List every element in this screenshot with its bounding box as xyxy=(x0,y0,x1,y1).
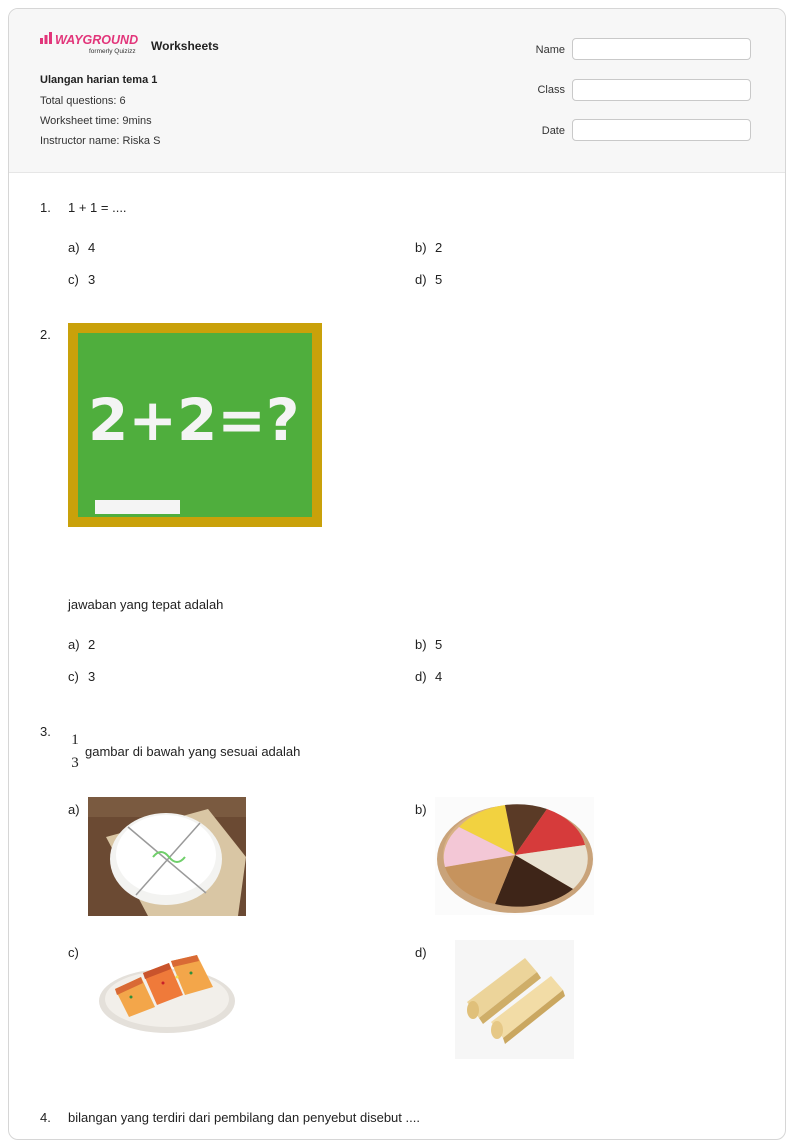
q3-option-b-label[interactable]: b) xyxy=(415,802,427,817)
class-field[interactable] xyxy=(572,79,751,101)
date-field[interactable] xyxy=(572,119,751,141)
q1-option-b[interactable] xyxy=(415,240,442,255)
q2-option-a[interactable] xyxy=(68,637,95,652)
product-title: Worksheets xyxy=(151,39,219,53)
option-label: b) xyxy=(415,240,427,255)
question-2-text: jawaban yang tepat adalah xyxy=(68,597,224,612)
question-4-number: 4. xyxy=(40,1110,51,1125)
total-questions: Total questions: 6 xyxy=(40,95,126,107)
cake-slices-plate-icon[interactable] xyxy=(97,947,237,1037)
worksheet-header xyxy=(9,9,785,173)
q2-option-c[interactable] xyxy=(68,669,95,684)
option-value: 3 xyxy=(88,669,96,684)
q2-option-d[interactable] xyxy=(415,669,442,684)
question-1-number: 1. xyxy=(40,200,51,215)
option-value: 2 xyxy=(435,240,443,255)
q1-option-c[interactable] xyxy=(68,272,95,287)
fraction-numerator: 1 xyxy=(71,732,79,748)
option-label: d) xyxy=(415,669,427,684)
fraction xyxy=(68,729,82,775)
option-label: c) xyxy=(68,272,79,287)
option-value: 2 xyxy=(88,637,96,652)
question-4-text: bilangan yang terdiri dari pembilang dan penyebut disebut .... xyxy=(68,1110,420,1125)
date-label: Date xyxy=(541,125,565,137)
fraction-denominator: 3 xyxy=(71,755,79,771)
rolled-pastry-icon[interactable] xyxy=(455,940,574,1059)
option-label: a) xyxy=(68,240,80,255)
q3-option-a-label[interactable]: a) xyxy=(68,802,80,817)
instructor-name: Instructor name: Riska S xyxy=(40,135,161,147)
cake-cut-icon[interactable] xyxy=(88,797,246,916)
option-value: 3 xyxy=(88,272,96,287)
chalkboard-image xyxy=(68,323,322,527)
option-label: d) xyxy=(415,272,427,287)
chalkboard-text: 2+2=? xyxy=(88,386,300,454)
martabak-pizza-icon[interactable] xyxy=(435,797,594,915)
option-value: 4 xyxy=(435,669,443,684)
option-value: 5 xyxy=(435,637,443,652)
q3-option-c-label[interactable]: c) xyxy=(68,945,79,960)
logo-subtitle: formerly Quizizz xyxy=(89,48,136,55)
option-label: b) xyxy=(415,637,427,652)
worksheet-time: Worksheet time: 9mins xyxy=(40,115,152,127)
worksheet xyxy=(8,8,786,1140)
q1-option-a[interactable] xyxy=(68,240,95,255)
name-label: Name xyxy=(535,44,565,56)
logo-wordmark: WAYGROUND xyxy=(55,33,139,47)
q3-option-d-label[interactable]: d) xyxy=(415,945,427,960)
option-value: 4 xyxy=(88,240,96,255)
class-label: Class xyxy=(537,84,565,96)
question-3-number: 3. xyxy=(40,724,51,739)
worksheet-title: Ulangan harian tema 1 xyxy=(40,74,158,86)
question-3-text: gambar di bawah yang sesuai adalah xyxy=(85,744,301,759)
name-field[interactable] xyxy=(572,38,751,60)
option-value: 5 xyxy=(435,272,443,287)
option-label: a) xyxy=(68,637,80,652)
question-2-number: 2. xyxy=(40,327,51,342)
q1-option-d[interactable] xyxy=(415,272,442,287)
question-1-text: 1 + 1 = .... xyxy=(68,200,127,215)
q2-option-b[interactable] xyxy=(415,637,442,652)
option-label: c) xyxy=(68,669,79,684)
